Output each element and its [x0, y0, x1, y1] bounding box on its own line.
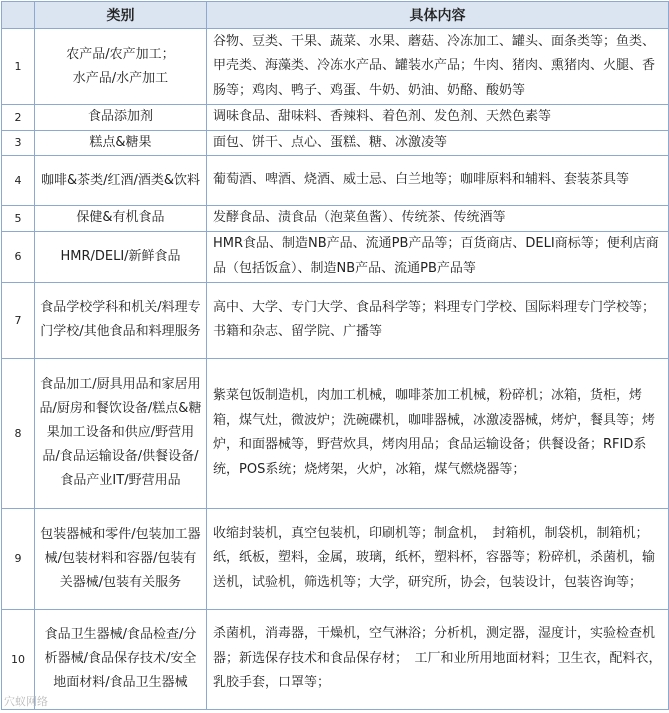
row-number: 5	[2, 206, 35, 232]
table-row	[2, 358, 669, 508]
table-row	[2, 609, 669, 709]
table-row	[2, 508, 669, 609]
header-category: 类别	[35, 2, 207, 29]
row-content: 面包、饼干、点心、蛋糕、糖、冰激凌等	[207, 130, 669, 156]
row-content: 发酵食品、渍食品（泡菜鱼酱）、传统茶、传统酒等	[207, 206, 669, 232]
table-row	[2, 206, 669, 232]
row-content: 调味食品、甜味料、香辣料、着色剂、发色剂、天然色素等	[207, 105, 669, 131]
row-category: 咖啡&茶类/红酒/酒类&饮料	[35, 156, 207, 206]
row-category: 食品添加剂	[35, 105, 207, 131]
table-row	[2, 29, 669, 105]
row-number: 9	[2, 508, 35, 609]
header-number	[2, 2, 35, 29]
row-category: 包装器械和零件/包装加工器械/包装材料和容器/包装有关器械/包装有关服务	[35, 508, 207, 609]
table-row	[2, 105, 669, 131]
category-table	[1, 1, 669, 710]
row-number: 7	[2, 282, 35, 358]
row-category: 农产品/农产加工； 水产品/水产加工	[35, 29, 207, 105]
row-number: 1	[2, 29, 35, 105]
watermark: 穴蚁网络	[4, 695, 48, 708]
row-category: 保健&有机食品	[35, 206, 207, 232]
row-content: 高中、大学、专门大学、食品科学等；料理专门学校、国际料理专门学校等；书籍和杂志、留学院、广播等	[207, 282, 669, 358]
table-row	[2, 282, 669, 358]
row-content: HMR食品、制造NB产品、流通PB产品等；百货商店、DELI商标等；便利店商品（包括饭盒）、制造NB产品、流通PB产品等	[207, 231, 669, 282]
row-category: 食品学校学科和机关/料理专门学校/其他食品和料理服务	[35, 282, 207, 358]
row-number: 6	[2, 231, 35, 282]
row-number: 4	[2, 156, 35, 206]
row-content: 收缩封装机，真空包装机，印刷机等；制盒机， 封箱机，制袋机，制箱机；纸，纸板，塑料，金属，玻璃，纸杯，塑料杯，容器等；粉碎机，杀菌机，输送机，试验机，筛选机等；大学，研究所，协会，包装设计，包装咨询等；	[207, 508, 669, 609]
row-content: 杀菌机，消毒器，干燥机，空气淋浴；分析机，测定器，湿度计，实验检查机器；新选保存技术和食品保存材； 工厂和业所用地面材料；卫生衣，配料衣， 乳胶手套，口罩等；	[207, 609, 669, 709]
row-category: 糕点&糖果	[35, 130, 207, 156]
row-content: 紫菜包饭制造机，肉加工机械，咖啡茶加工机械，粉碎机；冰箱，货柜，烤箱，煤气灶，微波炉；洗碗碟机，咖啡器械，冰激凌器械，烤炉，餐具等；烤炉，和面器械等，野营炊具，烤肉用品；食品运输设备；供餐设备；RFID系统，POS系统；烧烤架，火炉，冰箱，煤气燃烧器等；	[207, 358, 669, 508]
row-number: 3	[2, 130, 35, 156]
table-row	[2, 130, 669, 156]
row-number: 2	[2, 105, 35, 131]
table-row	[2, 156, 669, 206]
row-category: 食品卫生器械/食品检查/分析器械/食品保存技术/安全地面材料/食品卫生器械	[35, 609, 207, 709]
row-number: 10	[2, 609, 35, 709]
header-content: 具体内容	[207, 2, 669, 29]
table-row	[2, 231, 669, 282]
row-category: HMR/DELI/新鲜食品	[35, 231, 207, 282]
row-content: 葡萄酒、啤酒、烧酒、威士忌、白兰地等；咖啡原料和辅料、套装茶具等	[207, 156, 669, 206]
table-header-row	[2, 2, 669, 29]
row-category: 食品加工/厨具用品和家居用品/厨房和餐饮设备/糕点&糖果加工设备和供应/野营用品/食品运输设备/供餐设备/食品产业IT/野营用品	[35, 358, 207, 508]
row-content: 谷物、豆类、干果、蔬菜、水果、蘑菇、冷冻加工、罐头、面条类等；鱼类、甲壳类、海藻类、冷冻水产品、罐装水产品；牛肉、猪肉、熏猪肉、火腿、香肠等；鸡肉、鸭子、鸡蛋、牛奶、奶油、奶酪、酸奶等	[207, 29, 669, 105]
row-number: 8	[2, 358, 35, 508]
